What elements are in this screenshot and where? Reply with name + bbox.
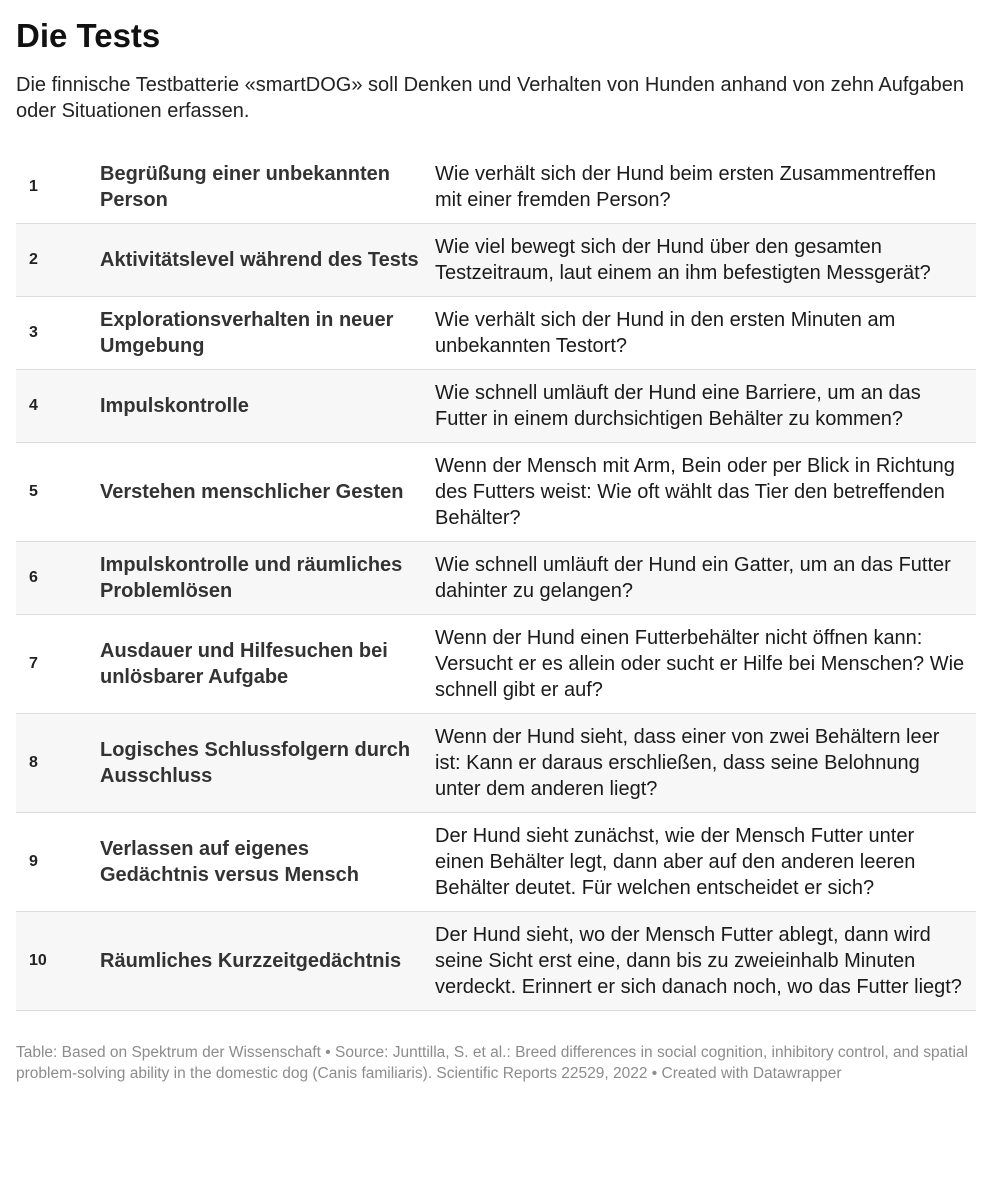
test-description: Der Hund sieht, wo der Mensch Futter ablegt, dann wird seine Sicht erst eine, dann bis zu zweieinhalb Minuten verdeckt. Erinnert er sich danach noch, wo das Futter liegt?: [435, 912, 976, 1011]
tests-table-body: [16, 151, 976, 1011]
row-number: 2: [16, 224, 100, 297]
row-number: 6: [16, 542, 100, 615]
test-name: Aktivitätslevel während des Tests: [100, 224, 435, 297]
tests-table: [16, 151, 976, 1011]
row-number: 10: [16, 912, 100, 1011]
table-row: [16, 912, 976, 1011]
row-number: 4: [16, 370, 100, 443]
table-row: [16, 370, 976, 443]
row-number: 9: [16, 813, 100, 912]
test-name: Impulskontrolle und räumliches Problemlösen: [100, 542, 435, 615]
source-footer: Table: Based on Spektrum der Wissenschaft • Source: Junttilla, S. et al.: Breed differences in social cognition, inhibitory control, and spatial problem-solving ability in the domestic dog (Canis familiaris). Scientific Reports 22529, 2022 • Created with Datawrapper: [16, 1044, 969, 1082]
test-description: Wie verhält sich der Hund beim ersten Zusammentreffen mit einer fremden Person?: [435, 151, 976, 224]
test-description: Wenn der Hund einen Futterbehälter nicht öffnen kann: Versucht er es allein oder sucht er Hilfe bei Menschen? Wie schnell gibt er auf?: [435, 615, 976, 714]
test-name: Verlassen auf eigenes Gedächtnis versus Mensch: [100, 813, 435, 912]
table-row: [16, 443, 976, 542]
test-description: Der Hund sieht zunächst, wie der Mensch Futter unter einen Behälter legt, dann aber auf den anderen leeren Behälter deutet. Für welchen entscheidet er sich?: [435, 813, 976, 912]
table-row: [16, 542, 976, 615]
test-description: Wenn der Hund sieht, dass einer von zwei Behältern leer ist: Kann er daraus erschließen, dass seine Belohnung unter dem anderen liegt?: [435, 714, 976, 813]
row-number: 3: [16, 297, 100, 370]
row-number: 8: [16, 714, 100, 813]
table-row: [16, 151, 976, 224]
row-number: 7: [16, 615, 100, 714]
test-name: Begrüßung einer unbekannten Person: [100, 151, 435, 224]
table-row: [16, 615, 976, 714]
test-description: Wenn der Mensch mit Arm, Bein oder per Blick in Richtung des Futters weist: Wie oft wählt das Tier den betreffenden Behälter?: [435, 443, 976, 542]
test-name: Räumliches Kurzzeitgedächtnis: [100, 912, 435, 1011]
test-name: Explorationsverhalten in neuer Umgebung: [100, 297, 435, 370]
test-description: Wie verhält sich der Hund in den ersten Minuten am unbekannten Testort?: [435, 297, 976, 370]
test-name: Logisches Schlussfolgern durch Ausschluss: [100, 714, 435, 813]
table-row: [16, 297, 976, 370]
test-description: Wie viel bewegt sich der Hund über den gesamten Testzeitraum, laut einem an ihm befestigten Messgerät?: [435, 224, 976, 297]
table-row: [16, 813, 976, 912]
page-subtitle: Die finnische Testbatterie «smartDOG» soll Denken und Verhalten von Hunden anhand von zehn Aufgaben oder Situationen erfassen.: [16, 74, 965, 122]
page-title: Die Tests: [16, 17, 161, 54]
test-name: Ausdauer und Hilfesuchen bei unlösbarer Aufgabe: [100, 615, 435, 714]
row-number: 5: [16, 443, 100, 542]
test-description: Wie schnell umläuft der Hund ein Gatter, um an das Futter dahinter zu gelangen?: [435, 542, 976, 615]
table-row: [16, 224, 976, 297]
table-row: [16, 714, 976, 813]
test-name: Impulskontrolle: [100, 370, 435, 443]
test-name: Verstehen menschlicher Gesten: [100, 443, 435, 542]
row-number: 1: [16, 151, 100, 224]
test-description: Wie schnell umläuft der Hund eine Barriere, um an das Futter in einem durchsichtigen Behälter zu kommen?: [435, 370, 976, 443]
